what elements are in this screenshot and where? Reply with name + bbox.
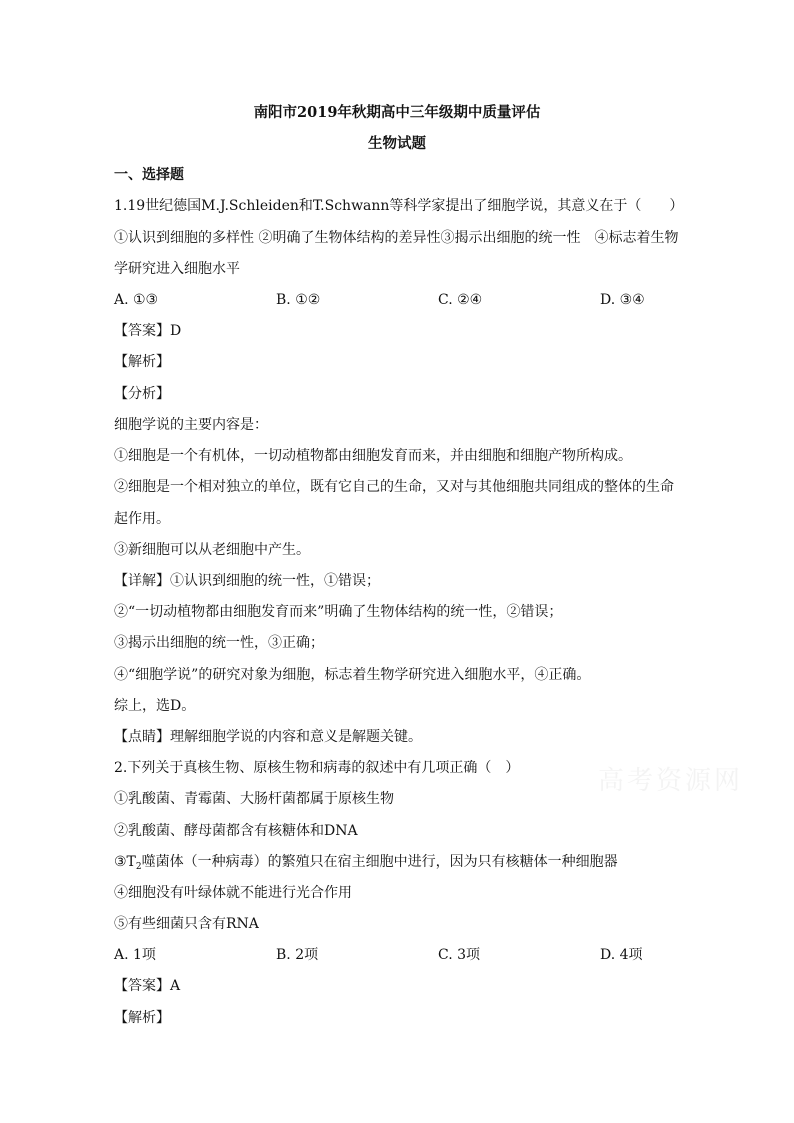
q1-option-d: D. ③④ [600, 292, 645, 308]
q1-option-b: B. ①② [276, 292, 321, 308]
q1-point [114, 728, 422, 746]
q1-analysis-line: ②细胞是一个相对独立的单位，既有它自己的生命，又对与其他细胞共同组成的整体的生命 [114, 479, 674, 495]
q1-detail-label: 【详解】 [114, 573, 170, 589]
q1-detail-line: ③揭示出细胞的统一性，③正确； [114, 635, 324, 651]
q1-fenxi-label: 【分析】 [114, 386, 170, 402]
q2-statement-3 [114, 853, 618, 876]
q1-statements-line1: ①认识到细胞的多样性 ②明确了生物体结构的差异性③揭示出细胞的统一性 ④标志着生物 [114, 230, 679, 246]
q1-analysis-label: 【解析】 [114, 354, 170, 370]
q1-analysis-line: 细胞学说的主要内容是： [114, 417, 268, 433]
q2-option-b: B. 2项 [276, 947, 319, 963]
q2-stem: 2.下列关于真核生物、原核生物和病毒的叙述中有几项正确（ ） [114, 760, 520, 776]
q1-detail-first [114, 572, 380, 590]
q1-analysis-line: ③新细胞可以从老细胞中产生。 [114, 542, 310, 558]
q1-detail-line: ④“细胞学说”的研究对象为细胞，标志着生物学研究进入细胞水平，④正确。 [114, 667, 591, 683]
q2-s3-prefix: ③T [114, 854, 136, 870]
q2-statement-5: ⑤有些细菌只含有RNA [114, 916, 259, 932]
watermark: 高考资源网 [598, 766, 744, 796]
q1-analysis-line: ①细胞是一个有机体，一切动植物都由细胞发育而来，并由细胞和细胞产物所构成。 [114, 448, 632, 464]
q2-statement-4: ④细胞没有叶绿体就不能进行光合作用 [114, 885, 352, 901]
q1-analysis-line: 起作用。 [114, 511, 170, 527]
q2-analysis-label: 【解析】 [114, 1010, 170, 1026]
q2-statement-1: ①乳酸菌、青霉菌、大肠杆菌都属于原核生物 [114, 791, 394, 807]
q1-option-c: C. ②④ [438, 292, 483, 308]
section-heading: 一、选择题 [114, 167, 184, 183]
q1-point-text: 理解细胞学说的内容和意义是解题关键。 [170, 729, 422, 745]
q1-answer: 【答案】D [114, 323, 182, 339]
q1-option-a: A. ①③ [114, 292, 159, 308]
q2-option-d: D. 4项 [600, 947, 643, 963]
q2-statement-2: ②乳酸菌、酵母菌都含有核糖体和DNA [114, 823, 358, 839]
q1-statements-line2: 学研究进入细胞水平 [114, 261, 240, 277]
document-subject: 生物试题 [368, 135, 426, 152]
q1-detail-text: ①认识到细胞的统一性，①错误； [170, 573, 380, 589]
q2-s3-text: 噬菌体（一种病毒）的繁殖只在宿主细胞中进行，因为只有核糖体一种细胞器 [141, 854, 618, 870]
q1-point-label: 【点睛】 [114, 729, 170, 745]
q1-conclusion: 综上，选D。 [114, 698, 196, 714]
document-title: 南阳市2019年秋期高中三年级期中质量评估 [253, 104, 541, 121]
q2-option-a: A. 1项 [114, 947, 156, 963]
q1-detail-line: ②“一切动植物都由细胞发育而来”明确了生物体结构的统一性，②错误； [114, 604, 563, 620]
q2-option-c: C. 3项 [438, 947, 481, 963]
q2-answer: 【答案】A [114, 978, 181, 994]
q1-stem: 1.19世纪德国M.J.Schleiden和T.Schwann等科学家提出了细胞学说，其意义在于（ ） [114, 198, 684, 214]
q2-s3-subscript: 2 [135, 862, 142, 872]
